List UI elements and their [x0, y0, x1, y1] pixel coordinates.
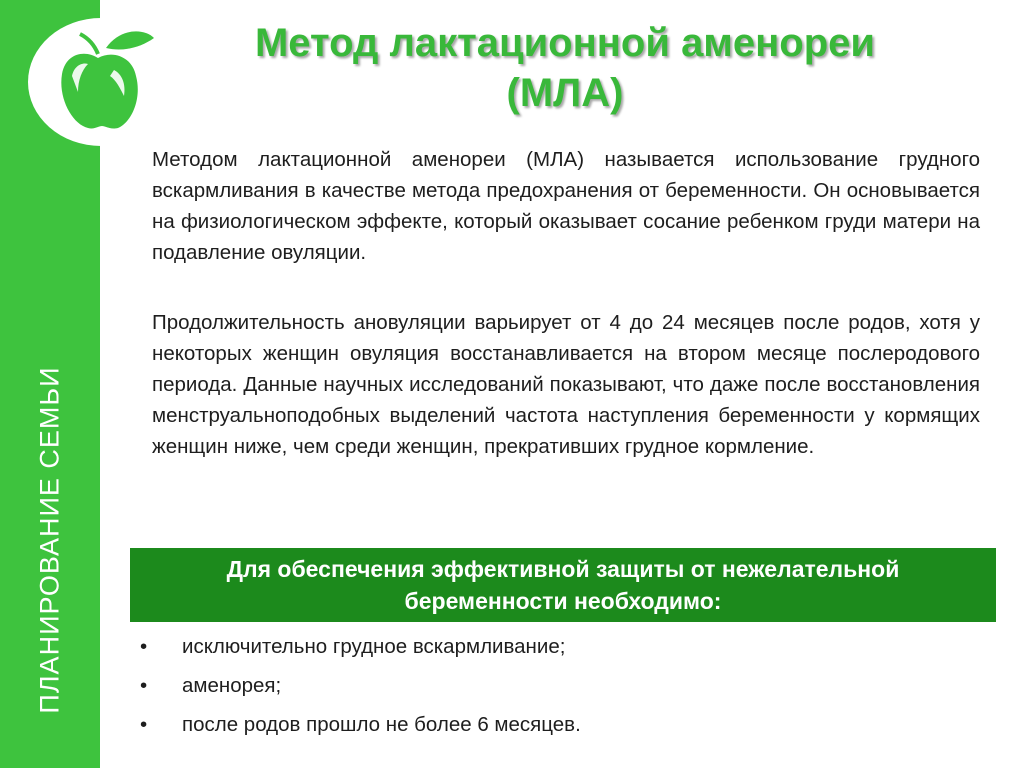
list-item-text: после родов прошло не более 6 месяцев.: [182, 713, 581, 736]
requirements-list: [140, 632, 980, 749]
list-item: [140, 671, 980, 710]
list-item-text: исключительно грудное вскармливание;: [182, 635, 566, 658]
requirements-banner: [130, 548, 996, 622]
list-item: [140, 632, 980, 671]
page-title: [150, 18, 980, 118]
banner-line-1: Для обеспечения эффективной защиты от нежелательной: [226, 556, 900, 582]
bullet-icon: •: [140, 674, 148, 697]
list-item-text: аменорея;: [182, 674, 282, 697]
paragraph-definition: Методом лактационной аменореи (МЛА) называется использование грудного вскармливания в качестве метода предохранения от беременности. Он основывается на физиологическом эффекте, который оказывает сосание ребенком груди матери на подавление овуляции.: [152, 148, 980, 264]
title-line-1: Метод лактационной аменореи: [254, 21, 876, 65]
banner-line-2: беременности необходимо:: [404, 588, 722, 614]
sidebar-label: ПЛАНИРОВАНИЕ СЕМЬИ: [34, 366, 65, 714]
paragraph-duration: Продолжительность ановуляции варьирует от 4 до 24 месяцев после родов, хотя у некоторых женщин овуляция восстанавливается на втором месяце послеродового периода. Данные научных исследований показывают, что даже после восстановления менструальноподобных выделений частота наступления беременности у кормящих женщин ниже, чем среди женщин, прекративших грудное кормление.: [152, 311, 980, 458]
list-item: [140, 710, 980, 749]
title-line-2: (МЛА): [506, 71, 624, 115]
bullet-icon: •: [140, 635, 148, 658]
bullet-icon: •: [140, 713, 148, 736]
